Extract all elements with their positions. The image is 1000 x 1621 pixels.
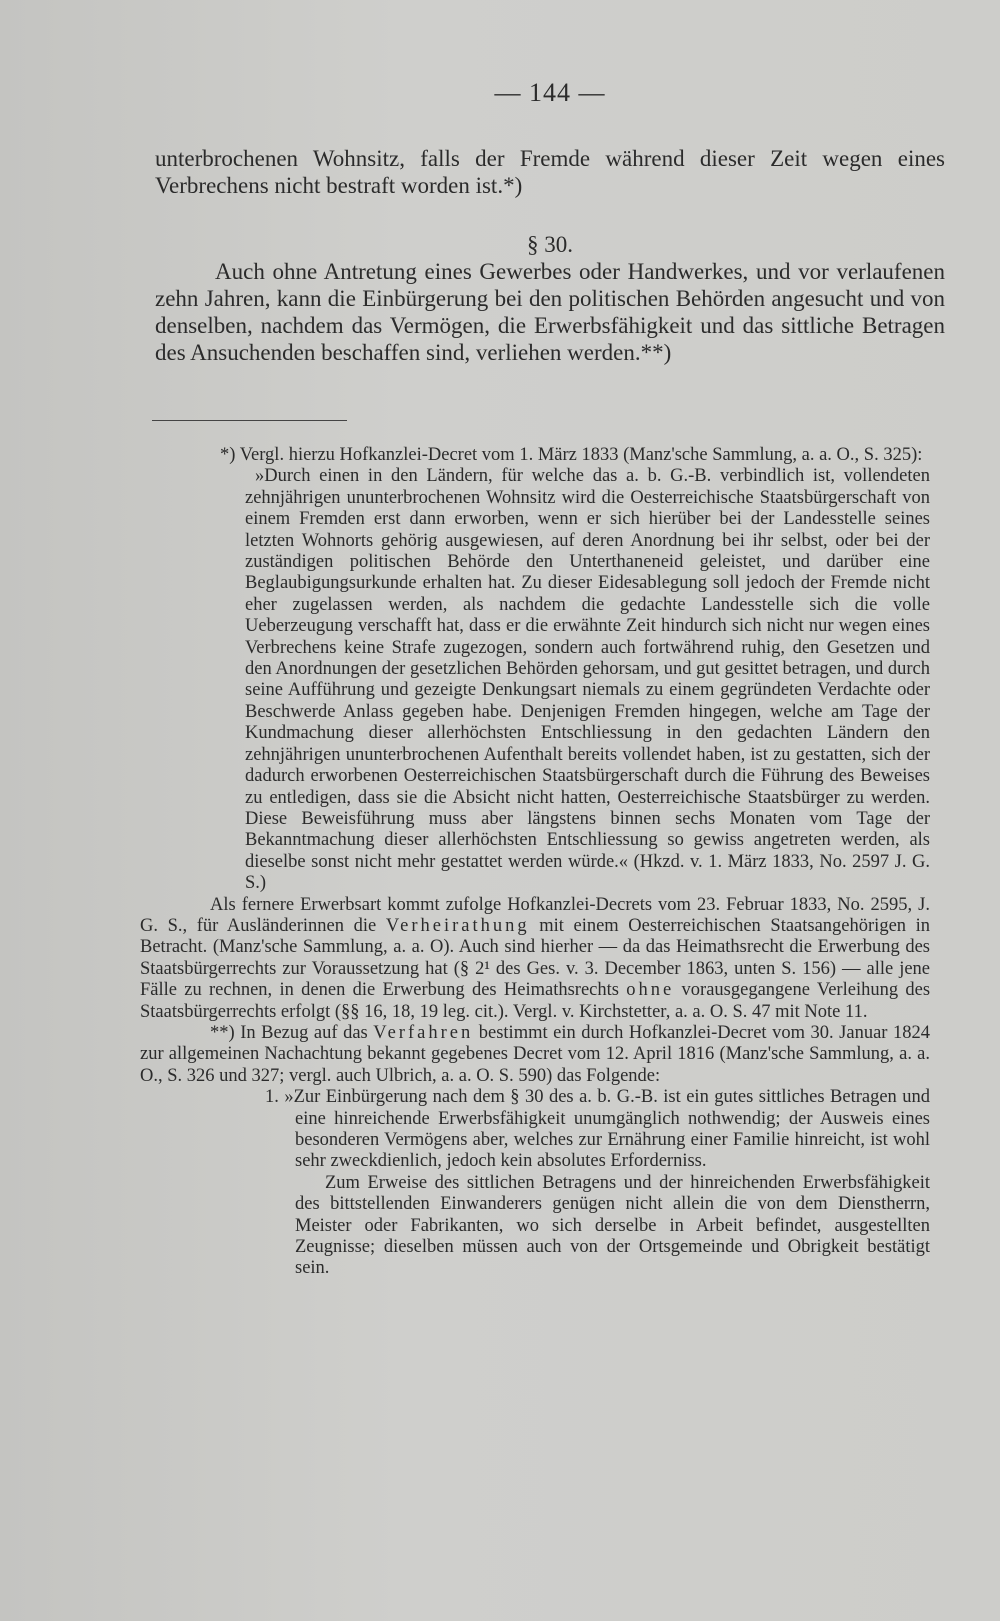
footnote-2-lead-post: bestimmt ein durch Hofkanzlei-Decret vom 30. Januar 1824 zur allgemeinen Nachachtung bekannt gegebenes Decret vom 12. April 1816 (Manz'sche Sammlung, a. a. O., S. 326 und 327; vergl. auch Ulbrich, a. a. O. S. 590) das Folgende:	[140, 1022, 930, 1086]
footnote-2-lead-pre: **) In Bezug auf das	[210, 1022, 368, 1043]
further-spaced-term-2: ohne	[626, 980, 675, 1001]
footnote-2-spaced-term: Verfahren	[373, 1022, 474, 1043]
footnote-1-further	[140, 895, 930, 1023]
footnote-2-item-1-continued: Zum Erweise des sittlichen Betragens und der hinreichenden Erwerbsfähigkeit des bittstellenden Einwanderers genügen nicht allein die von dem Dienstherrn, Meister oder Fabrikanten, wo sich derselbe in Arbeit befindet, ausgestellten Zeugnisse; dieselben müssen auch von der Ortsgemeinde und Obrigkeit bestätigt sein.	[295, 1172, 930, 1279]
footnote-2	[140, 1023, 930, 1280]
intro-text: unterbrochenen Wohnsitz, falls der Fremde während dieser Zeit wegen eines Verbrechens nicht bestraft worden ist.*)	[155, 146, 945, 198]
footnote-divider	[152, 420, 347, 421]
footnote-2-lead	[140, 1023, 930, 1087]
further-mid: mit einem Oesterreichischen Staatsangehörigen in Betracht. (Manz'sche Sammlung, a. a. O). Auch sind hierher — da das Heimathsrecht die Erwerbung des Staatsbürgerrechts zur Voraussetzung hat (§ 2¹ des Ges. v. 3. December 1863, unten S. 156) — alle jene Fälle zu rechnen, in denen die Erwerbung des Heimathsrechts	[140, 915, 931, 1001]
further-spaced-term: Verheirathung	[385, 915, 530, 936]
section-heading: § 30.	[527, 232, 573, 257]
footnote-1-quote: »Durch einen in den Ländern, für welche das a. b. G.-B. verbindlich ist, vollendeten zehnjährigen ununterbrochenen Wohnsitz wird die Oesterreichische Staatsbürgerschaft von einem Fremden erst dann erworben, wenn er sich hierüber bei der Landesstelle seines letzten Wohnorts gehörig ausgewiesen, auf deren Anordnung bei ihr selbst, oder bei der zuständigen politischen Behörde den Unterthaneneid geleistet, und darüber eine Beglaubigungsurkunde erhalten hat. Zu dieser Eidesablegung soll jedoch der Fremde nicht eher zugelassen werden, als nachdem die gedachte Landesstelle sich die volle Ueberzeugung verschafft hat, dass er die erwähnte Zeit hindurch sich nicht nur wegen eines Verbrechens keine Strafe zugezogen, sondern auch fortwährend ruhig, den Gesetzen und den Anordnungen der gesetzlichen Behörden gehorsam, und gut gesittet betragen, und durch seine Aufführung und gezeigte Denkungsart niemals zu einem gegründeten Verdachte oder Beschwerde Anlass gegeben habe. Denjenigen Fremden hingegen, welche am Tage der Kundmachung dieser allerhöchsten Entschliessung in den gedachten Ländern den zehnjährigen ununterbrochenen Aufenthalt bereits vollendet haben, ist zu gestatten, sich der dadurch erworbenen Oesterreichischen Staatsbürgerschaft durch die Führung des Beweises zu entledigen, dass sie die Absicht nicht hatten, Oesterreichische Staatsbürger zu werden. Diese Beweisführung muss aber längstens binnen sechs Monaten vom Tage der Bekanntmachung dieser allerhöchsten Entschliessung so gewiss angetreten werden, als dieselbe sonst nicht mehr gestattet werden würde.« (Hkzd. v. 1. März 1833, No. 2597 J. G. S.)	[245, 466, 930, 894]
further-post: vorausgegangene Verleihung des Staatsbürgerrechts erfolgt (§§ 16, 18, 19 leg. cit.). Vergl. v. Kirchstetter, a. a. O. S. 47 mit Note 11.	[140, 980, 931, 1022]
section-30-paragraph	[155, 258, 945, 366]
footnote-2-item-1: 1. »Zur Einbürgerung nach dem § 30 des a. b. G.-B. ist ein gutes sittliches Betragen und eine hinreichende Erwerbsfähigkeit unumgänglich nothwendig; der Ausweis eines besonderen Vermögens aber, welches zur Ernährung einer Familie hinreicht, ist wohl sehr zweckdienlich, jedoch kein absolutes Erforderniss.	[265, 1087, 930, 1172]
footnote-1-lead: *) Vergl. hierzu Hofkanzlei-Decret vom 1. März 1833 (Manz'sche Sammlung, a. a. O., S. 325):	[220, 445, 923, 465]
further-pre: Als fernere Erwerbsart kommt zufolge Hofkanzlei-Decrets vom 23. Februar 1833, No. 2595, J. G. S., für Ausländerinnen die	[140, 894, 930, 936]
footnotes	[140, 445, 930, 1280]
section-30-text: Auch ohne Antretung eines Gewerbes oder Handwerkes, und vor verlaufenen zehn Jahren, kann die Einbürgerung bei den politischen Behörden angesucht und von denselben, nachdem das Vermögen, die Erwerbsfähigkeit und das sittliche Betragen des Ansuchenden beschaffen sind, verliehen werden.**)	[155, 259, 945, 365]
page-number: — 144 —	[494, 78, 606, 107]
intro-paragraph	[155, 145, 945, 199]
